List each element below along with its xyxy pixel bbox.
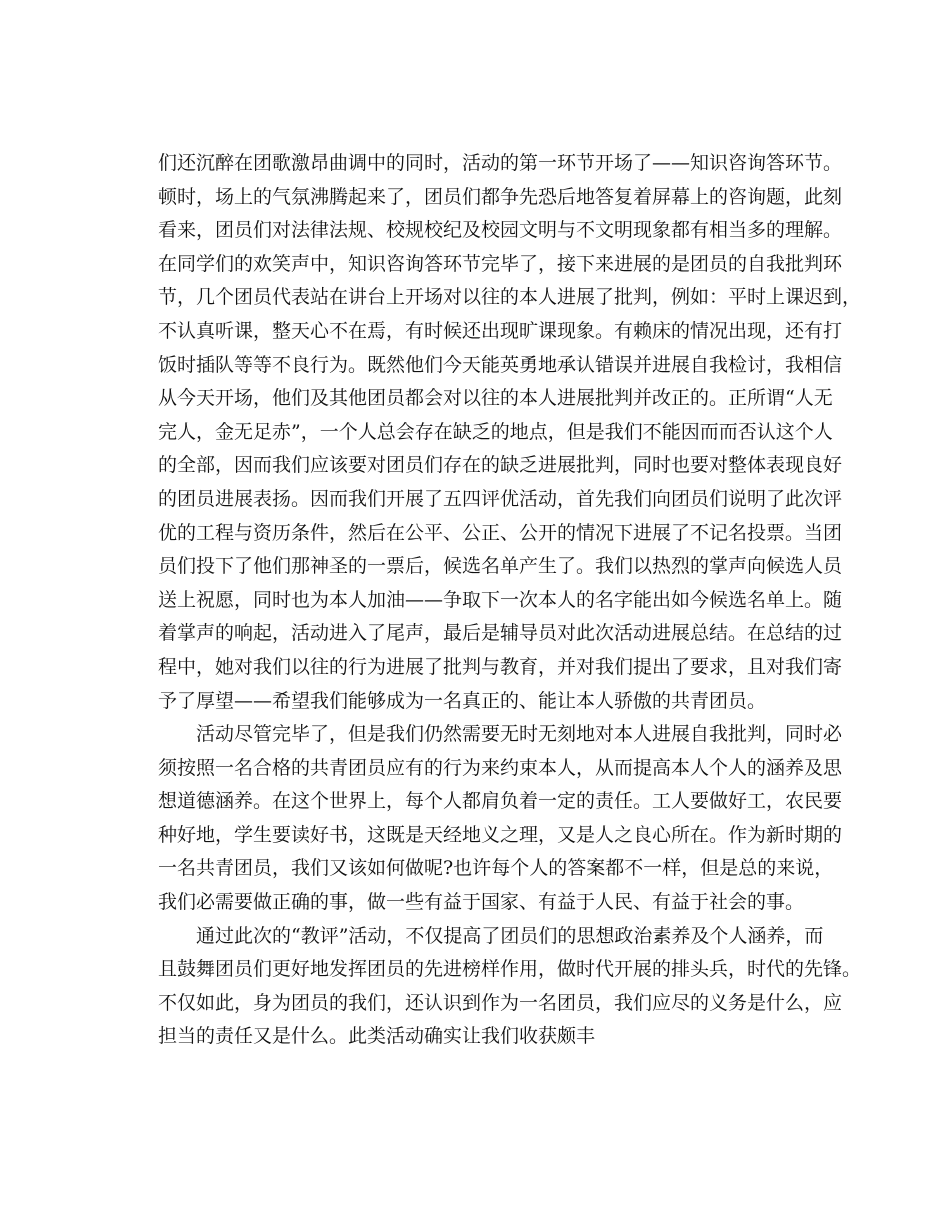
text-line: 我们必需要做正确的事，做一些有益于国家、有益于人民、有益于社会的事。 <box>158 891 805 914</box>
paragraph-first-line: 活动尽管完毕了，但是我们仍然需要无时无刻地对本人进展自我批判，同时必 <box>196 723 843 746</box>
text-line: 程中，她对我们以往的行为进展了批判与教育，并对我们提出了要求，且对我们寄 <box>158 655 843 678</box>
text-line: 不仅如此，身为团员的我们，还认识到作为一名团员，我们应尽的义务是什么，应 <box>158 991 843 1014</box>
text-line: 看来，团员们对法律法规、校规校纪及校园文明与不文明现象都有相当多的理解。 <box>158 219 843 242</box>
text-line: 从今天开场，他们及其他团员都会对以往的本人进展批判并改正的。正所谓“人无 <box>158 387 833 410</box>
text-line: 担当的责任又是什么。此类活动确实让我们收获颇丰 <box>158 1025 596 1048</box>
text-line: 想道德涵养。在这个世界上，每个人都肩负着一定的责任。工人要做好工，农民要 <box>158 790 843 813</box>
document-body-text <box>158 147 862 1054</box>
text-line: 优的工程与资历条件，然后在公平、公正、公开的情况下进展了不记名投票。当团 <box>158 521 843 544</box>
text-line: 种好地，学生要读好书，这既是天经地义之理，又是人之良心所在。作为新时期的 <box>158 823 843 846</box>
text-line: 节，几个团员代表站在讲台上开场对以往的本人进展了批判，例如：平时上课迟到， <box>158 286 862 309</box>
text-line: 在同学们的欢笑声中，知识咨询答环节完毕了，接下来进展的是团员的自我批判环 <box>158 252 843 275</box>
text-line: 顿时，场上的气氛沸腾起来了，团员们都争先恐后地答复着屏幕上的咨询题，此刻 <box>158 185 843 208</box>
paragraph-first-line: 通过此次的“教评”活动，不仅提高了团员们的思想政治素养及个人涵养，而 <box>196 924 824 947</box>
text-line: 着掌声的响起，活动进入了尾声，最后是辅导员对此次活动进展总结。在总结的过 <box>158 622 843 645</box>
text-line: 予了厚望——希望我们能够成为一名真正的、能让本人骄傲的共青团员。 <box>158 689 767 712</box>
text-line: 饭时插队等等不良行为。既然他们今天能英勇地承认错误并进展自我检讨，我相信 <box>158 353 843 376</box>
text-line: 一名共青团员，我们又该如何做呢?也许每个人的答案都不一样，但是总的来说， <box>158 857 834 880</box>
text-line: 须按照一名合格的共青团员应有的行为来约束本人，从而提高本人个人的涵养及思 <box>158 756 843 779</box>
text-line: 完人，金无足赤”，一个人总会存在缺乏的地点，但是我们不能因而而否认这个人 <box>158 420 833 443</box>
text-line: 不认真听课，整天心不在焉，有时候还出现旷课现象。有赖床的情况出现，还有打 <box>158 319 843 342</box>
text-line: 送上祝愿，同时也为本人加油——争取下一次本人的名字能出如今候选名单上。随 <box>158 588 843 611</box>
text-line: 们还沉醉在团歌激昂曲调中的同时，活动的第一环节开场了——知识咨询答环节。 <box>158 152 843 174</box>
text-line: 的团员进展表扬。因而我们开展了五四评优活动，首先我们向团员们说明了此次评 <box>158 487 843 510</box>
text-line: 员们投下了他们那神圣的一票后，候选名单产生了。我们以热烈的掌声向候选人员 <box>158 555 843 578</box>
text-line: 且鼓舞团员们更好地发挥团员的先进榜样作用，做时代开展的排头兵，时代的先锋。 <box>158 958 862 981</box>
text-line: 的全部，因而我们应该要对团员们存在的缺乏进展批判，同时也要对整体表现良好 <box>158 454 843 477</box>
